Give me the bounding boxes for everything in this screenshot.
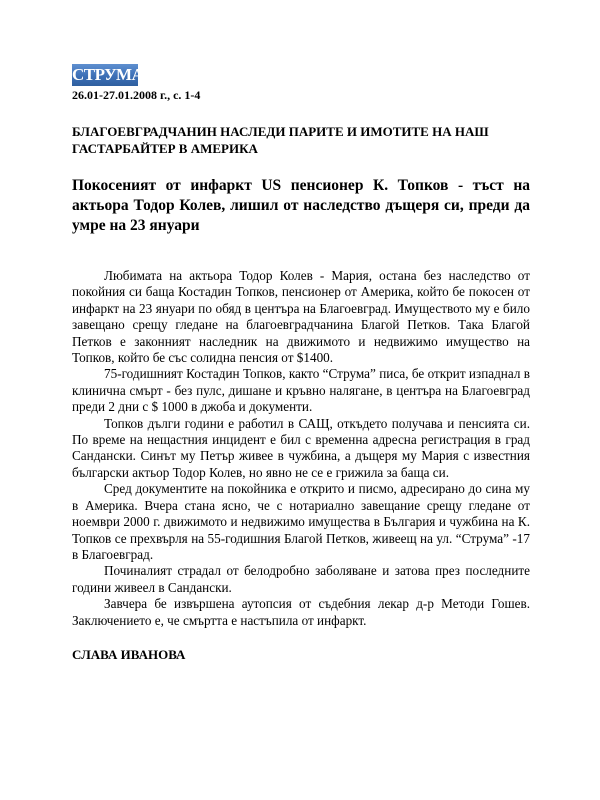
issue-date-line: 26.01-27.01.2008 г., с. 1-4 <box>72 88 201 102</box>
article-headline: Покосеният от инфаркт US пенсионер К. Топков - тъст на актьора Тодор Колев, лишил от наследство дъщеря си, преди да умре на 23 януари <box>72 177 530 234</box>
paragraph: Сред документите на покойника е открито и писмо, адресирано до сина му в Америка. Вчера стана ясно, че с нотариално завещание срещу гледане от ноември 2000 г. движимото и недвижимо имущества в България и чужбина на К. Топков се прехвърля на 55-годишния Благой Петков, живеещ на ул. “Струма” -17 в Благоевград. <box>72 481 530 562</box>
struma-logo: СТРУМА <box>72 65 144 84</box>
paragraph: Завчера бе извършена аутопсия от съдебния лекар д-р Методи Гошев. Заключението е, че смъртта е настъпила от инфаркт. <box>72 596 530 628</box>
paragraph: Топков дълги години е работил в САЩ, откъдето получава и пенсията си. По време на нещастния инцидент е бил с временна адресна регистрация в град Сандански. Синът му Петър живее в чужбина, а дъщеря му Мария с известния български актьор Тодор Колев, но явно не се е грижила за баща си. <box>72 415 530 480</box>
article-kicker: БЛАГОЕВГРАДЧАНИН НАСЛЕДИ ПАРИТЕ И ИМОТИТЕ НА НАШ ГАСТАРБАЙТЕР В АМЕРИКА <box>72 124 489 156</box>
author-byline: СЛАВА ИВАНОВА <box>72 646 186 662</box>
paragraph: Починалият страдал от белодробно заболяване и затова през последните години живеел в Сандански. <box>72 563 530 595</box>
article-body <box>72 268 530 629</box>
paragraph: 75-годишният Костадин Топков, както “Струма” писа, бе открит изпаднал в клинична смърт - без пулс, дишане и кръвно налягане, в центъра на Благоевград преди 2 дни с $ 1000 в джоба и документи. <box>72 366 530 415</box>
paragraph: Любимата на актьора Тодор Колев - Мария, остана без наследство от покойния си баща Костадин Топков, пенсионер от Америка, който бе покосен от инфаркт на 23 януари по обяд в центъра на Благоевград. Имуществото му е било завещано срещу гледане на благоевградчанина Благой Петков. Така Благой Петков е законният наследник на движимото и недвижимо имущество на Топков, който бе със солидна пенсия от $1400. <box>72 268 530 366</box>
